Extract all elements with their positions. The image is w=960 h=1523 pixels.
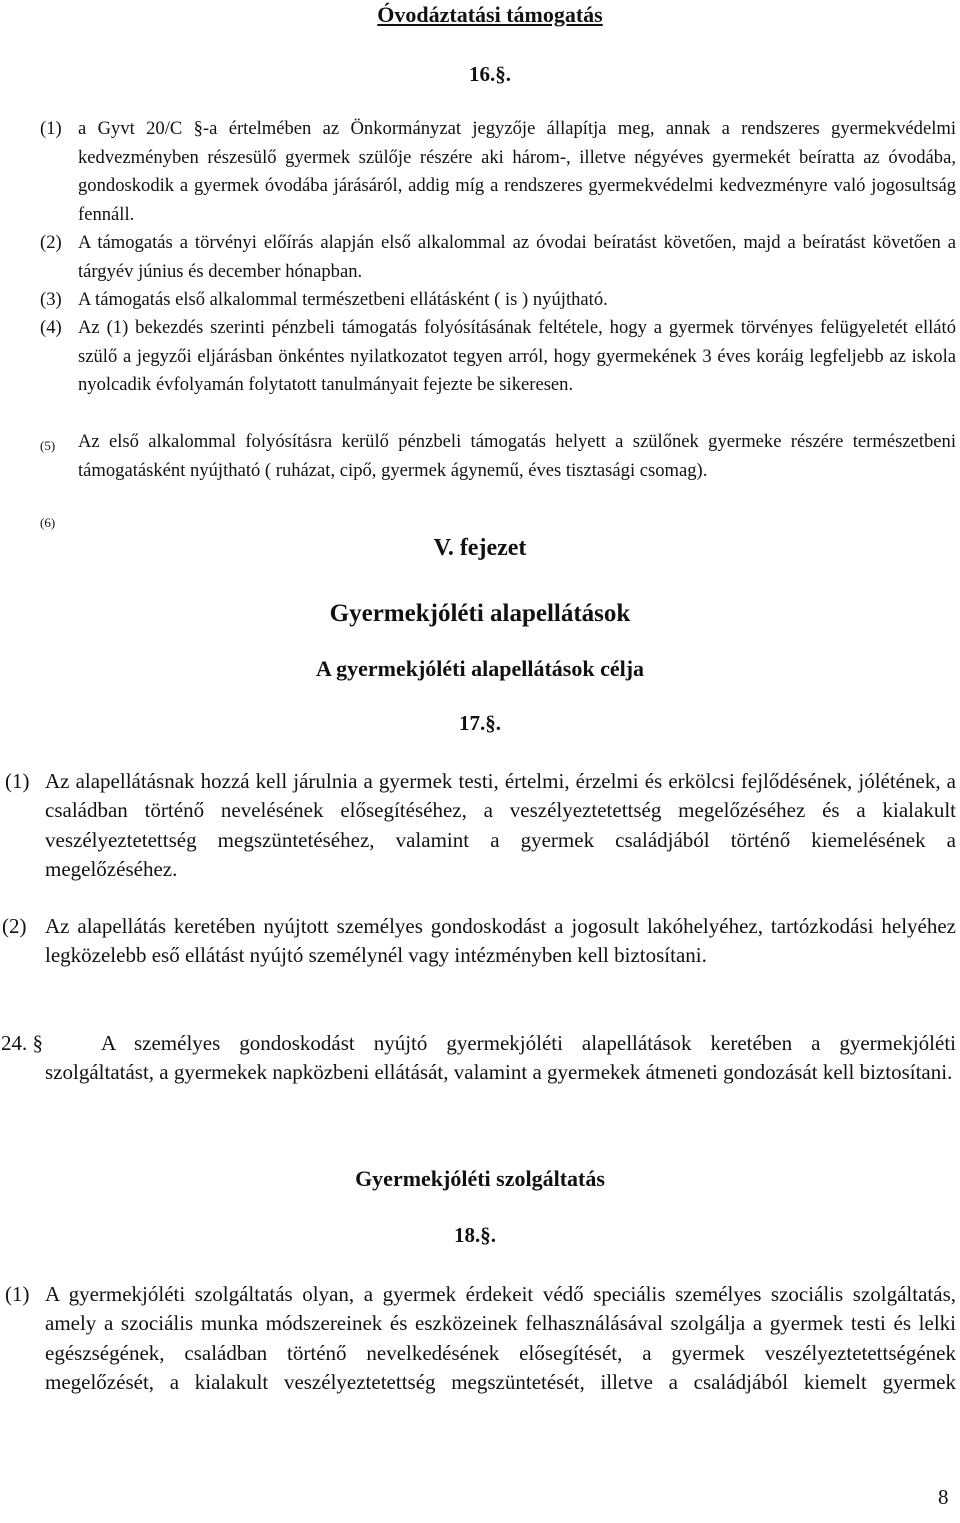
section-title-ovodaztatasi: Óvodáztatási támogatás — [377, 2, 603, 27]
paragraph-text: Az alapellátás keretében nyújtott személyes gondoskodást a jogosult lakóhelyéhez, tartózkodási helyéhez legközelebb eső ellátást nyújtó személynél vagy intézményben kell biztosítani. — [45, 914, 956, 968]
paragraph-number: (1) — [5, 769, 30, 793]
paragraph-text: A támogatás a törvényi előírás alapján első alkalommal az óvodai beíratást követően, majd a beíratást követően a tárgyév június és december hónapban. — [78, 232, 956, 282]
paragraph-16-3 — [40, 286, 956, 315]
paragraph-16-4 — [40, 314, 956, 400]
paragraph-17-1 — [5, 767, 956, 884]
paragraph-number: 24. § — [1, 1031, 43, 1055]
paragraph-text: Az első alkalommal folyósításra kerülő pénzbeli támogatás helyett a szülőnek gyermeke részére természetbeni támogatásként nyújtható ( ruházat, cipő, gyermek ágynemű, éves tisztasági csomag). — [78, 431, 956, 481]
paragraph-number: (2) — [40, 232, 62, 253]
paragraph-text: A személyes gondoskodást nyújtó gyermekjóléti alapellátások keretében a gyermekjóléti szolgáltatást, a gyermekek napközbeni ellátását, valamint a gyermekek átmeneti gondozását kell biztosítani. — [45, 1031, 956, 1085]
chapter-heading: V. fejezet — [433, 535, 527, 561]
subsection-title-celja: A gyermekjóléti alapellátások célja — [315, 656, 645, 681]
paragraph-16-2 — [40, 229, 956, 286]
section-number-17: 17.§. — [459, 711, 501, 735]
paragraph-text: Az alapellátásnak hozzá kell járulnia a gyermek testi, értelmi, érzelmi és erkölcsi fejlődésének, jólétének, a családban történő nevelésének elősegítéséhez, a veszélyeztetettség megelőzéséhez és a kialakult veszélyeztetettség megszüntetéséhez, valamint a gyermek családjából történő kiemelésének a megelőzéséhez. — [45, 769, 956, 881]
paragraph-text: a Gyvt 20/C §-a értelmében az Önkormányzat jegyzője állapítja meg, annak a rendszeres gyermekvédelmi kedvezményben részesülő gyermek szülője részére aki három-, illetve négyéves gyermekét beíratta az óvodába, gondoskodik a gyermek óvodába járásáról, addig míg a rendszeres gyermekvédelmi kedvezményre való jogosultság fennáll. — [78, 118, 956, 225]
paragraph-number: (5) — [40, 438, 56, 453]
section-number-16: 16.§. — [469, 62, 511, 86]
paragraph-number: (4) — [40, 317, 62, 338]
paragraph-number: (2) — [2, 914, 27, 938]
paragraph-24 — [1, 1029, 956, 1088]
paragraph-text: A gyermekjóléti szolgáltatás olyan, a gyermek érdekeit védő speciális személyes szociális szolgáltatás, amely a szociális munka módszereinek és eszközeinek felhasználásával szolgálja a gyermek testi és lelki egészségének, családban történő nevelkedésének elősegítését, a gyermek veszélyeztetettségének megelőzését, a kialakult veszélyeztetettség megszüntetését, illetve a családjából kiemelt gyermek — [45, 1282, 956, 1394]
paragraph-16-5 — [40, 428, 956, 485]
chapter-title: Gyermekjóléti alapellátások — [329, 600, 631, 627]
paragraph-text: A támogatás első alkalommal természetbeni ellátásként ( is ) nyújtható. — [78, 289, 608, 310]
paragraph-number: (3) — [40, 289, 62, 310]
section-number-18: 18.§. — [454, 1223, 496, 1247]
paragraph-18-1 — [5, 1280, 956, 1397]
paragraph-17-2 — [2, 912, 956, 971]
subsection-title-szolgaltatas: Gyermekjóléti szolgáltatás — [355, 1166, 605, 1191]
paragraph-number-16-6: (6) — [40, 515, 56, 530]
paragraph-number: (1) — [5, 1282, 30, 1306]
paragraph-text: Az (1) bekezdés szerinti pénzbeli támogatás folyósításának feltétele, hogy a gyermek törvényes felügyeletét ellátó szülő a jegyzői eljárásban önkéntes nyilatkozatot tegyen arról, hogy gyermekének 3 éves koráig legfeljebb az iskola nyolcadik évfolyamán folytatott tanulmányait fejezte be sikeresen. — [78, 317, 956, 395]
paragraph-16-1 — [40, 115, 956, 229]
paragraph-number: (1) — [40, 118, 62, 139]
page-number: 8 — [938, 1485, 949, 1509]
